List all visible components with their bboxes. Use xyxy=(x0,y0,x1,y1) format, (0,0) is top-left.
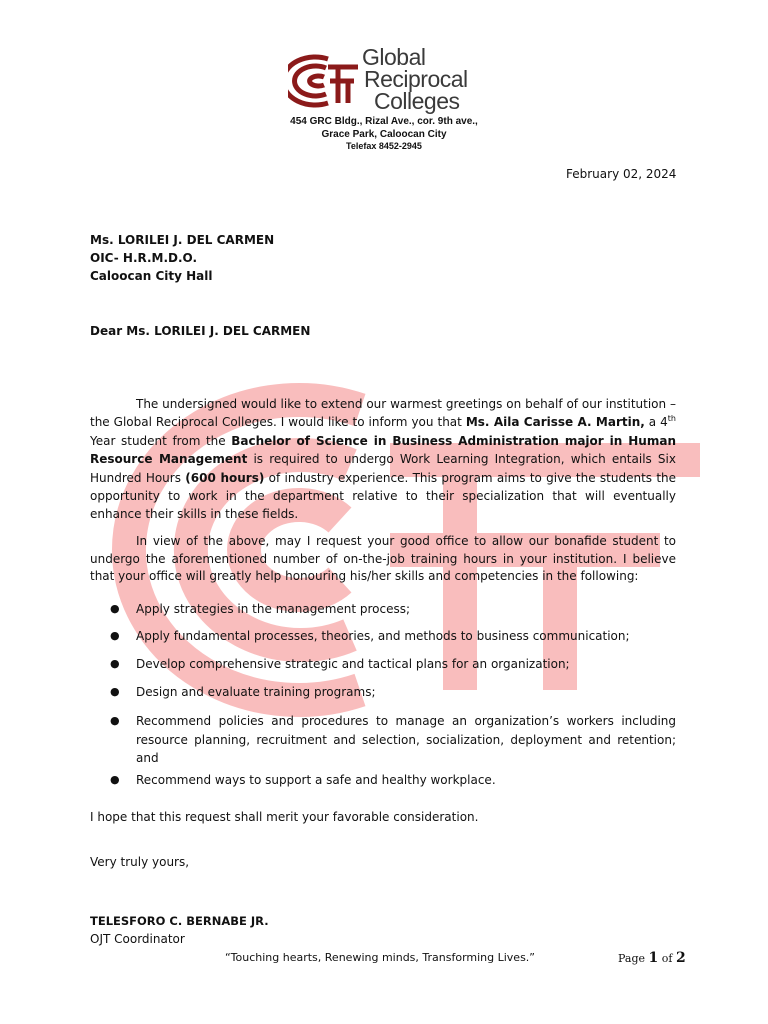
salutation: Dear Ms. LORILEI J. DEL CARMEN xyxy=(90,324,311,338)
logo-line-2: Reciprocal xyxy=(364,66,468,92)
college-name-logotype xyxy=(362,46,468,112)
program-name: Bachelor of Science in Business Administration major in Human Resource Management xyxy=(90,433,676,467)
list-item: ● Develop comprehensive strategic and tactical plans for an organization; xyxy=(110,657,570,671)
body-paragraph-1: The undersigned would like to extend our warmest greetings on behalf of our institution – the Global Reciprocal Colleges. I would like to inform you that Ms. Aila Carisse A. Martin, a 4th Year student from the Bachelor of Science in Business Administration major in Human Resource Management is required to undergo Work Learning Integration, which entails Six Hundred Hours (600 hours) of industry experience. This program aims to give the students the opportunity to work in the department relative to their specialization that will eventually enhance their skills in these fields. xyxy=(90,397,677,522)
signatory-name: TELESFORO C. BERNABE JR. xyxy=(90,914,269,928)
address-line-2: Grace Park, Caloocan City xyxy=(321,129,447,140)
letter-date: February 02, 2024 xyxy=(566,167,677,181)
telefax: Telefax 8452-2945 xyxy=(346,141,422,151)
hours-required: (600 hours) xyxy=(185,470,265,485)
page-number: Page 1 of 2 xyxy=(618,950,686,966)
signatory-title: OJT Coordinator xyxy=(90,932,185,946)
bullet-icon: ● xyxy=(110,657,120,670)
bullet-icon: ● xyxy=(110,773,120,786)
logo-line-1: Global xyxy=(362,44,426,70)
bullet-icon: ● xyxy=(110,685,120,698)
list-item: ● Apply fundamental processes, theories, and methods to business communication; xyxy=(110,629,630,643)
recipient-position: OIC- H.R.M.D.O. xyxy=(90,251,198,265)
list-item: ● Apply strategies in the management process; xyxy=(110,602,411,616)
body-paragraph-2: In view of the above, may I request your good office to allow our bonafide student to undergo the aforementioned number of on-the-job training hours in your institution. I believe that your office will greatly help honouring his/her skills and competencies in the following: xyxy=(90,534,676,584)
address-line-1: 454 GRC Bldg., Rizal Ave., cor. 9th ave., xyxy=(290,116,478,127)
valediction: Very truly yours, xyxy=(90,855,190,869)
student-name: Ms. Aila Carisse A. Martin, xyxy=(465,415,645,430)
list-item: ● Recommend ways to support a safe and healthy workplace. xyxy=(110,773,496,787)
recipient-office: Caloocan City Hall xyxy=(90,269,213,283)
footer-motto: “Touching hearts, Renewing minds, Transforming Lives.” xyxy=(224,951,536,964)
logo-line-3: Colleges xyxy=(374,88,460,114)
list-item: ● Recommend policies and procedures to manage an organization’s workers including resource planning, recruitment and selection, socialization, deployment and retention; and xyxy=(110,714,676,765)
recipient-name: Ms. LORILEI J. DEL CARMEN xyxy=(90,233,275,247)
bullet-icon: ● xyxy=(110,714,120,727)
bullet-icon: ● xyxy=(110,602,120,615)
bullet-icon: ● xyxy=(110,629,120,642)
closing-line: I hope that this request shall merit your favorable consideration. xyxy=(90,810,479,824)
list-item: ● Design and evaluate training programs; xyxy=(110,685,376,699)
